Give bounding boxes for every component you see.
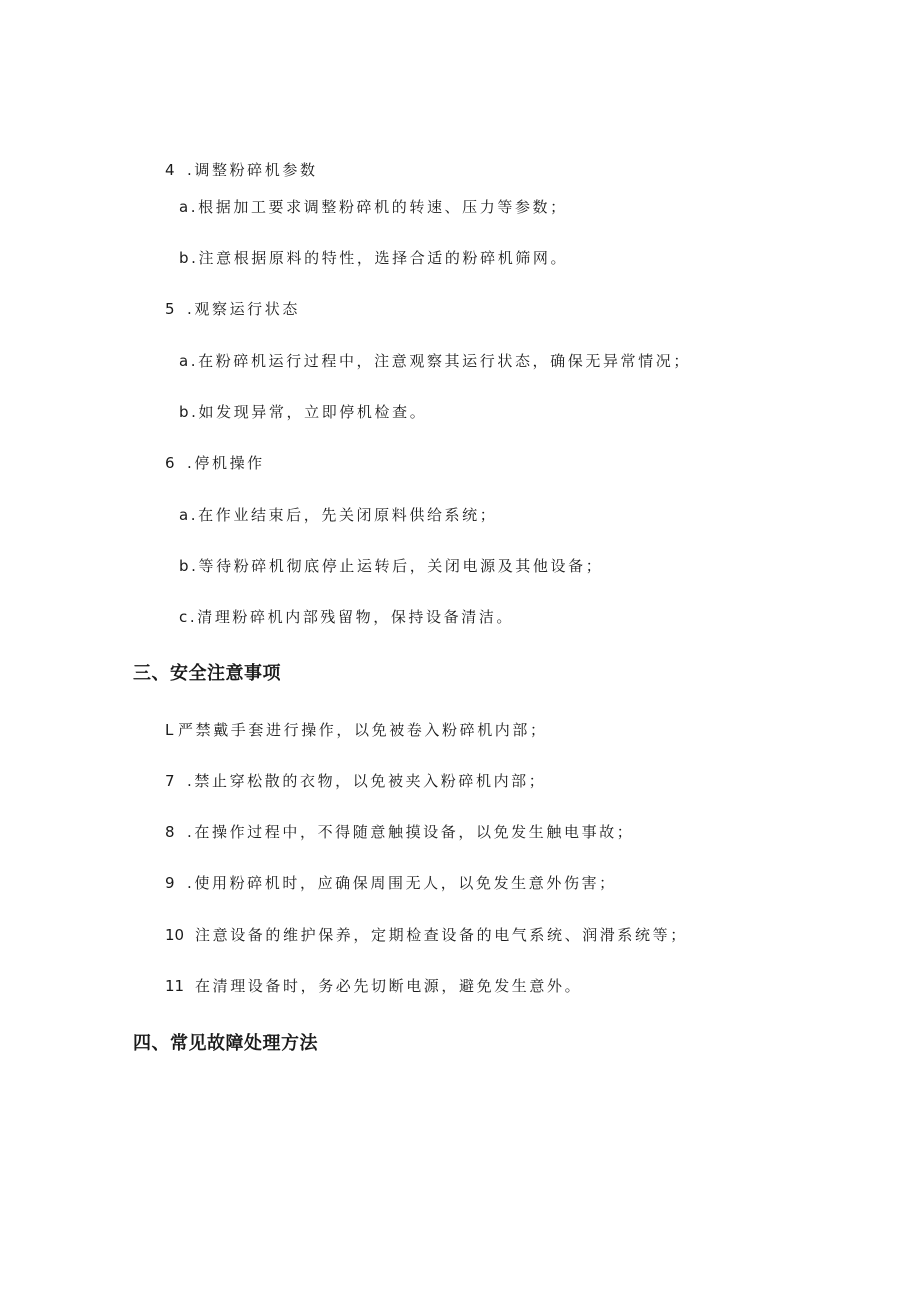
safety-item-4 xyxy=(165,873,617,893)
item-text: .使用粉碎机时，应确保周围无人，以免发生意外伤害； xyxy=(187,874,617,892)
item-number: 11 xyxy=(165,977,185,995)
section-4-title xyxy=(165,160,318,180)
section-title-text: .调整粉碎机参数 xyxy=(187,161,318,179)
section-number: 6 xyxy=(165,454,175,472)
heading-troubleshooting: 四、常见故障处理方法 xyxy=(133,1033,318,1054)
safety-item-1 xyxy=(165,720,548,740)
heading-safety-notes: 三、安全注意事项 xyxy=(133,663,281,684)
item-text: 严禁戴手套进行操作，以免被卷入粉碎机内部； xyxy=(178,721,548,739)
section-4-item-b: b.注意根据原料的特性，选择合适的粉碎机筛网。 xyxy=(179,249,569,267)
section-6-item-c: c.清理粉碎机内部残留物，保持设备清洁。 xyxy=(179,608,515,626)
item-text: .禁止穿松散的衣物，以免被夹入粉碎机内部； xyxy=(187,772,547,790)
item-number: 9 xyxy=(165,874,175,892)
section-5-item-a: a.在粉碎机运行过程中，注意观察其运行状态，确保无异常情况； xyxy=(179,352,691,370)
section-title-text: .停机操作 xyxy=(187,454,265,472)
item-number: 7 xyxy=(165,772,175,790)
safety-item-3 xyxy=(165,822,634,842)
item-number: L xyxy=(165,721,174,739)
section-5-title xyxy=(165,299,300,319)
item-number: 8 xyxy=(165,823,175,841)
safety-item-6 xyxy=(165,976,582,996)
section-6-title xyxy=(165,453,265,473)
item-text: 在清理设备时，务必先切断电源，避免发生意外。 xyxy=(195,977,583,995)
section-number: 4 xyxy=(165,161,175,179)
section-6-item-a: a.在作业结束后，先关闭原料供给系统； xyxy=(179,506,498,524)
item-text: .在操作过程中，不得随意触摸设备，以免发生触电事故； xyxy=(187,823,635,841)
section-title-text: .观察运行状态 xyxy=(187,300,300,318)
section-6-item-b: b.等待粉碎机彻底停止运转后，关闭电源及其他设备； xyxy=(179,557,604,575)
item-text: 注意设备的维护保养，定期检查设备的电气系统、润滑系统等； xyxy=(195,926,688,944)
item-number: 10 xyxy=(165,926,185,944)
section-5-item-b: b.如发现异常，立即停机检查。 xyxy=(179,403,428,421)
safety-item-2 xyxy=(165,771,546,791)
section-number: 5 xyxy=(165,300,175,318)
section-4-item-a: a.根据加工要求调整粉碎机的转速、压力等参数； xyxy=(179,198,568,216)
safety-item-5 xyxy=(165,925,688,945)
